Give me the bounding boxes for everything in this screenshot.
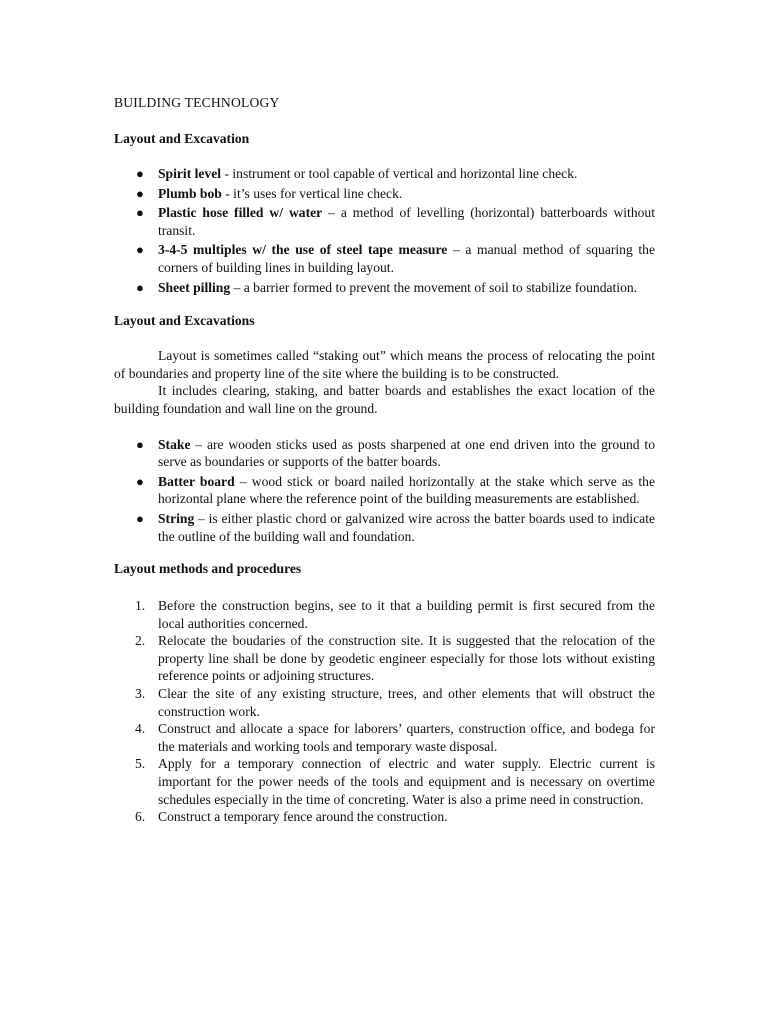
term: Plumb bob	[158, 185, 222, 201]
equipment-list	[114, 165, 655, 296]
bullet-icon: ●	[136, 279, 144, 295]
list-item: ● String – is either plastic chord or galvanized wire across the batter boards used to indicate the outline of the building wall and foundation.	[136, 510, 656, 544]
step-number: 3.	[135, 686, 146, 702]
list-item	[114, 720, 655, 755]
list-item: ● Stake – are wooden sticks used as posts sharpened at one end driven into the ground to serve as boundaries or supports of the batter boards.	[136, 436, 656, 470]
section-heading-layout-and-excavations: Layout and Excavations	[114, 313, 255, 329]
list-item: ● Batter board – wood stick or board nailed horizontally at the stake which serve as the horizontal plane where the reference point of the building measurements are established.	[136, 473, 655, 507]
list-item	[114, 755, 655, 808]
definition: instrument or tool capable of vertical and horizontal line check.	[232, 166, 578, 181]
section-heading-layout-methods: Layout methods and procedures	[114, 561, 302, 577]
step-text: Construct a temporary fence around the construction.	[158, 809, 448, 825]
step-text: Apply for a temporary connection of electric and water supply. Electric current is important for the power needs of the tools and equipment and is necessary on overtime schedules especially in the time of concreting. Water is also a prime need in construction.	[158, 756, 655, 807]
term: Spirit level	[158, 166, 222, 181]
bullet-icon: ●	[136, 436, 144, 452]
definition: it’s uses for vertical line check.	[233, 185, 403, 201]
definition: wood stick or board nailed horizontally at the stake which serve as the horizontal plane where the reference point of the building measurements are established.	[158, 473, 655, 507]
step-text: Construct and allocate a space for laborers’ quarters, construction office, and bodega for the materials and working tools and temporary waste disposal.	[158, 721, 655, 754]
list-item: ● Plumb bob - it’s uses for vertical line check.	[136, 185, 403, 201]
document-title: BUILDING TECHNOLOGY	[114, 95, 280, 110]
term: Plastic hose filled w/ water	[158, 205, 323, 221]
bullet-icon: ●	[136, 166, 144, 181]
list-item: ● Spirit level - instrument or tool capable of vertical and horizontal line check.	[136, 166, 578, 181]
layout-terms-list	[114, 436, 655, 546]
list-item	[114, 632, 655, 685]
list-item: ● 3-4-5 multiples w/ the use of steel tape measure – a manual method of squaring the corners of building lines in building layout.	[136, 242, 656, 275]
definition: a manual method of squaring the corners of building lines in building layout.	[158, 242, 656, 275]
step-number: 6.	[135, 809, 146, 825]
step-number: 5.	[135, 756, 146, 772]
paragraph-clearing-staking: It includes clearing, staking, and batter boards and establishes the exact location of the building foundation and wall line on the ground.	[114, 383, 655, 416]
list-item	[114, 597, 655, 632]
bullet-icon: ●	[136, 242, 144, 258]
section-heading-layout-and-excavation: Layout and Excavation	[114, 131, 250, 146]
step-number: 1.	[135, 598, 146, 614]
list-item: ● Sheet pilling – a barrier formed to prevent the movement of soil to stabilize foundation.	[136, 279, 638, 295]
bullet-icon: ●	[136, 510, 144, 526]
definition: are wooden sticks used as posts sharpened at one end driven into the ground to serve as boundaries or supports of the batter boards.	[158, 436, 656, 470]
term: Sheet pilling	[158, 279, 231, 295]
step-number: 4.	[135, 721, 146, 737]
procedure-steps-list	[114, 597, 655, 826]
term: Batter board	[158, 473, 235, 489]
definition: is either plastic chord or galvanized wire across the batter boards used to indicate the outline of the building wall and foundation.	[158, 510, 656, 544]
step-text: Before the construction begins, see to it that a building permit is first secured from the local authorities concerned.	[158, 598, 655, 631]
definition: a barrier formed to prevent the movement of soil to stabilize foundation.	[243, 279, 638, 295]
term: Stake	[158, 436, 191, 452]
list-item	[114, 808, 655, 826]
term: String	[158, 510, 195, 526]
bullet-icon: ●	[136, 205, 144, 221]
list-item	[114, 685, 655, 720]
step-number: 2.	[135, 633, 146, 649]
term: 3-4-5 multiples w/ the use of steel tape measure	[158, 242, 448, 258]
bullet-icon: ●	[136, 473, 144, 489]
step-text: Relocate the boudaries of the construction site. It is suggested that the relocation of the property line shall be done by geodetic engineer especially for those lots without existing reference points or adjoining structures.	[158, 633, 655, 684]
paragraph-staking-out: Layout is sometimes called “staking out” which means the process of relocating the point of boundaries and property line of the site where the building is to be constructed.	[114, 348, 655, 381]
document-page	[114, 93, 655, 826]
bullet-icon: ●	[136, 185, 144, 201]
list-item: ● Plastic hose filled w/ water – a method of levelling (horizontal) batterboards without transit.	[136, 205, 655, 238]
step-text: Clear the site of any existing structure, trees, and other elements that will obstruct the construction work.	[158, 686, 655, 719]
definition: a method of levelling (horizontal) batterboards without transit.	[158, 205, 655, 238]
